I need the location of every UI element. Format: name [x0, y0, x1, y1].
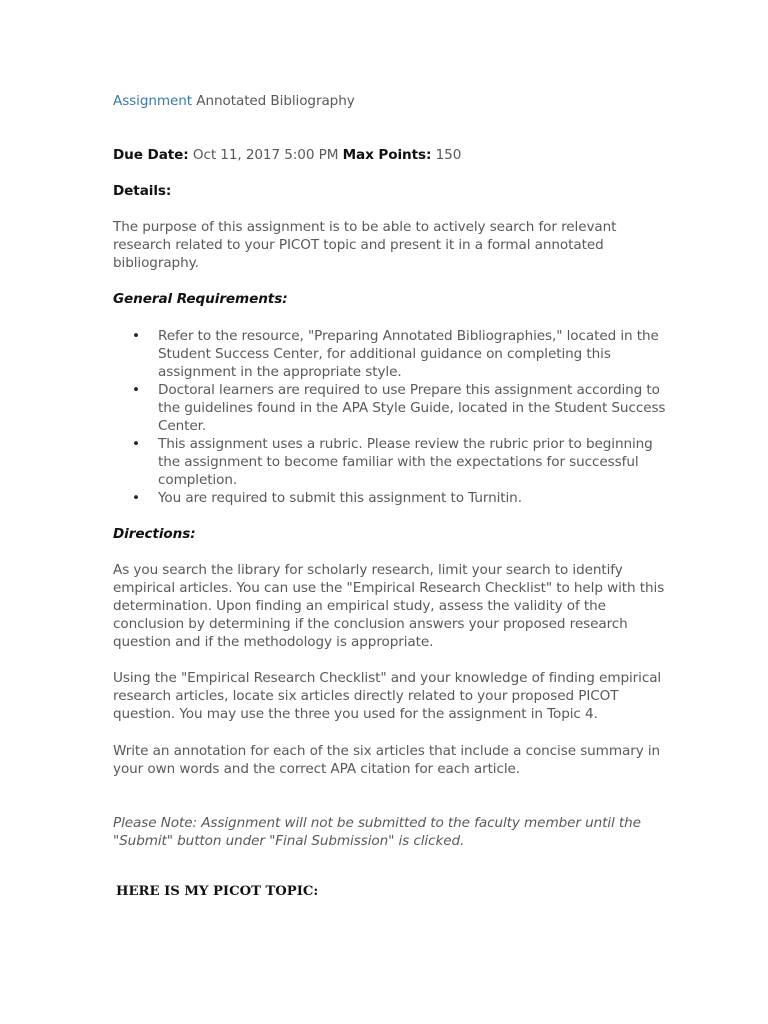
submission-note: Please Note: Assignment will not be submitted to the faculty member until the "Submit" button under "Final Submission" is clicked.	[113, 815, 641, 849]
directions-heading: Directions:	[113, 526, 196, 542]
bullet-icon: •	[132, 328, 140, 344]
directions-label: Directions	[113, 526, 191, 542]
list-item	[113, 381, 673, 435]
due-date-line: Due Date: Oct 11, 2017 5:00 PM Max Points: 150	[113, 147, 462, 163]
details-heading: Details:	[113, 183, 172, 199]
list-item-text: Doctoral learners are required to use Prepare this assignment according to the guidelines found in the APA Style Guide, located in the Student Success Center.	[158, 382, 666, 434]
directions-paragraph: Write an annotation for each of the six articles that include a concise summary in your own words and the correct APA citation for each article.	[113, 743, 661, 777]
picot-topic-heading: HERE IS MY PICOT TOPIC:	[116, 884, 319, 899]
details-text: The purpose of this assignment is to be able to actively search for relevant research related to your PICOT topic and present it in a formal annotated bibliography.	[113, 219, 617, 271]
max-points-value: 150	[435, 147, 462, 163]
due-date-value: Oct 11, 2017 5:00 PM	[192, 147, 339, 163]
list-item-text: This assignment uses a rubric. Please review the rubric prior to beginning the assignment to become familiar with the expectations for successful completion.	[158, 436, 653, 488]
general-requirements-heading: General Requirements:	[113, 291, 288, 307]
assignment-link[interactable]: Assignment	[113, 93, 193, 109]
bullet-icon: •	[132, 382, 140, 398]
list-item	[113, 435, 673, 489]
directions-paragraph: As you search the library for scholarly research, limit your search to identify empirical articles. You can use the "Empirical Research Checklist" to help with this determination. Upon finding an empirical study, assess the validity of the conclusion by determining if the conclusion answers your proposed research question and if the methodology is appropriate.	[113, 562, 665, 650]
assignment-title	[113, 92, 673, 110]
bullet-icon: •	[132, 436, 140, 452]
assignment-name: Annotated Bibliography	[196, 93, 355, 109]
requirements-list	[113, 327, 673, 507]
list-item	[113, 327, 673, 381]
list-item-text: Refer to the resource, "Preparing Annotated Bibliographies," located in the Student Success Center, for additional guidance on completing this assignment in the appropriate style.	[158, 328, 659, 380]
list-item	[113, 489, 673, 507]
directions-paragraph: Using the "Empirical Research Checklist" and your knowledge of finding empirical research articles, locate six articles directly related to your proposed PICOT question. You may use the three you used for the assignment in Topic 4.	[113, 670, 662, 722]
list-item-text: You are required to submit this assignment to Turnitin.	[158, 490, 522, 506]
bullet-icon: •	[132, 490, 140, 506]
details-label: Details	[113, 183, 166, 199]
due-date-label: Due Date	[113, 147, 184, 163]
general-requirements-label: General Requirements	[113, 291, 283, 307]
max-points-label: Max Points	[342, 147, 427, 163]
